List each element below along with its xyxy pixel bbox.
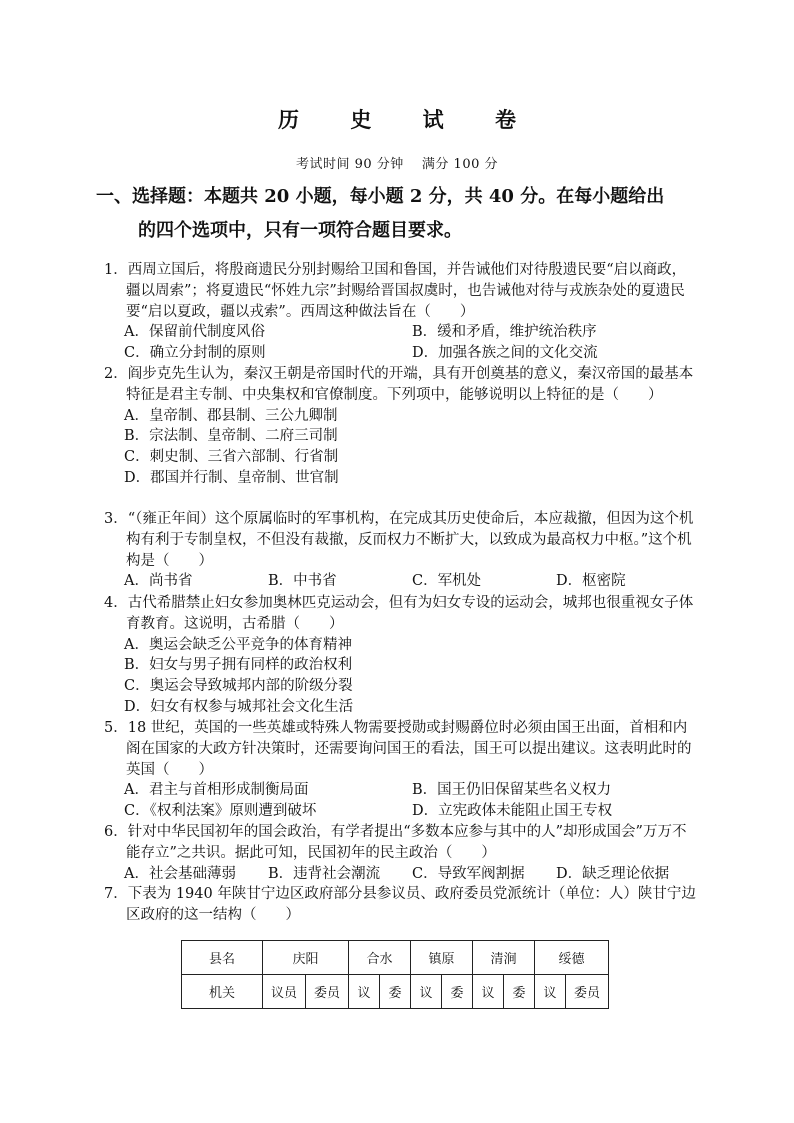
table-header-row [182,975,609,1009]
section-heading [96,180,706,248]
table-cell: 委员 [306,975,349,1009]
table-cell: 镇原 [411,941,473,975]
table-cell: 委 [380,975,411,1009]
option-c: C．奥运会导致城邦内部的阶级分裂 [124,678,353,695]
option-d: D．枢密院 [556,573,626,590]
question-4 [104,593,700,718]
question-6 [104,822,700,884]
table-cell: 庆阳 [263,941,349,975]
option-d: D．妇女有权参与城邦社会文化生活 [124,698,354,715]
option-a: A．尚书省 [124,573,193,590]
option-a: A．奥运会缺乏公平竞争的体育精神 [124,636,352,653]
question-stem: 4．古代希腊禁止妇女参加奥林匹克运动会，但有为妇女专设的运动会，城邦也很重视女子体育教育。这说明，古希腊（ ） [104,595,694,632]
option-a: A．保留前代制度风俗 [124,324,265,341]
table-cell: 议 [349,975,380,1009]
table-cell: 议员 [263,975,306,1009]
table-cell: 委 [504,975,535,1009]
option-d: D．缺乏理论依据 [556,865,670,882]
question-stem: 6．针对中华民国初年的国会政治，有学者提出“多数本应参与其中的人”却形成国会”万万不能存立”之共识。据此可知，民国初年的民主政治（ ） [104,824,687,861]
table-header-row [182,941,609,975]
question-5 [104,718,700,822]
option-c: C．导致军阀割据 [412,865,525,882]
option-d: D．立宪政体未能阻止国王专权 [412,803,613,820]
question-stem: 5．18 世纪，英国的一些英雄或特殊人物需要授勋或封赐爵位时必须由国王出面，首相和内阁在国家的大政方针决策时，还需要询问国王的看法，国王可以提出建议。这表明此时的英国（ ） [104,720,692,778]
party-statistics-table [181,940,609,1009]
table-cell: 委 [442,975,473,1009]
question-stem: 3．“（雍正年间）这个原属临时的军事机构，在完成其历史使命后，本应裁撤，但因为这个机构有利于专制皇权，不但没有裁撤，反而权力不断扩大，以致成为最高权力中枢。”这个机构是（ ） [104,511,694,569]
option-b: B．缓和矛盾，维护统治秩序 [412,324,597,341]
question-3 [104,509,700,592]
table-cell: 议 [411,975,442,1009]
exam-info: 考试时间 90 分钟 满分 100 分 [295,157,499,172]
option-a: A．君主与首相形成制衡局面 [124,782,309,799]
option-a: A．皇帝制、郡县制、三公九卿制 [124,407,338,424]
question-stem: 7．下表为 1940 年陕甘宁边区政府部分县参议员、政府委员党派统计（单位：人）陕甘宁边区政府的这一结构（ ） [104,886,696,923]
option-d: D．加强各族之间的文化交流 [412,345,598,362]
option-b: B．妇女与男子拥有同样的政治权利 [124,657,353,674]
option-b: B．宗法制、皇帝制、二府三司制 [124,428,338,445]
question-7 [104,884,700,926]
section-heading-line1: 一、选择题：本题共 20 小题，每小题 2 分，共 40 分。在每小题给出 [96,186,665,207]
table-cell: 机关 [182,975,263,1009]
option-b: B．违背社会潮流 [268,865,381,882]
question-2 [104,364,700,489]
option-b: B．国王仍旧保留某些名义权力 [412,782,612,799]
option-c: C．军机处 [412,573,482,590]
table-cell: 议 [473,975,504,1009]
table-cell: 合水 [349,941,411,975]
option-b: B．中书省 [268,573,337,590]
option-c: C．确立分封制的原则 [124,345,266,362]
section-heading-line2: 的四个选项中，只有一项符合题目要求。 [138,220,462,241]
table-cell: 委员 [566,975,609,1009]
question-1 [104,260,700,364]
question-stem: 1．西周立国后，将殷商遗民分别封赐给卫国和鲁国，并告诫他们对待殷遗民要“启以商政，疆以周索”；将夏遗民“怀姓九宗”封赐给晋国叔虞时，也告诫他对待与戎族杂处的夏遗民要“启以夏政，疆以戎索”。西周这种做法旨在（ ） [104,262,687,320]
table-cell: 绥德 [535,941,609,975]
question-stem: 2．阎步克先生认为，秦汉王朝是帝国时代的开端，具有开创奠基的意义，秦汉帝国的最基本特征是君主专制、中央集权和官僚制度。下列项中，能够说明以上特征的是（ ） [104,366,694,403]
table-cell: 县名 [182,941,263,975]
option-a: A．社会基础薄弱 [124,865,236,882]
table-cell: 清涧 [473,941,535,975]
option-d: D．郡国并行制、皇帝制、世官制 [124,469,339,486]
option-c: C．刺史制、三省六部制、行省制 [124,449,339,466]
option-c: C．《权利法案》原则遭到破坏 [124,803,317,820]
table-cell: 议 [535,975,566,1009]
page-title: 历 史 试 卷 [278,107,538,132]
